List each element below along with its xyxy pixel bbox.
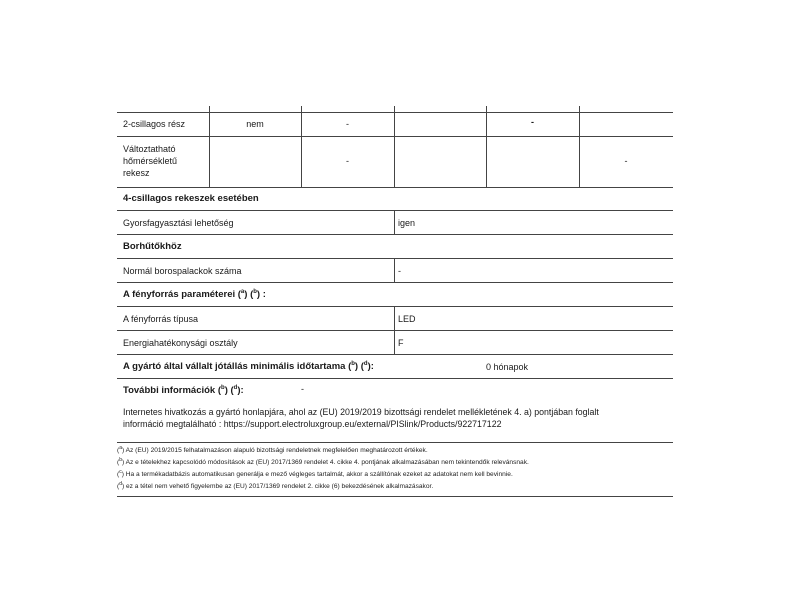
four-star-section-heading: 4-csillagos rekeszek esetében (123, 193, 259, 204)
fast-freeze-label: Gyorsfagyasztási lehetőség (123, 218, 234, 228)
row-rule (117, 210, 673, 211)
light-type-value: LED (398, 314, 416, 324)
row-rule (117, 306, 673, 307)
two-star-value: - (531, 117, 534, 127)
manufacturer-link-text: Internetes hivatkozás a gyártó honlapjára, ahol az (EU) 2019/2019 bizottsági rendelet mellékletének 4. a) pontjában foglalt (123, 407, 599, 417)
fast-freeze-value: igen (398, 218, 416, 228)
light-source-heading: A fényforrás paraméterei ($^a$) ($^b$) : (123, 288, 266, 300)
row-rule (117, 282, 673, 283)
variable-compartment-label-line: rekesz (123, 168, 150, 178)
wine-section-heading: Borhűtőkhöz (123, 241, 182, 252)
row-rule (117, 378, 673, 379)
footnote: ($^c$) Ha a termékadatbázis automatikusan generálja e mező végleges tartalmát, akkor a szállítónak ezeket az adatokat nem kell bevinnie. (117, 468, 513, 478)
more-info-value: - (301, 384, 304, 394)
column-divider (394, 258, 395, 282)
column-divider (394, 210, 395, 234)
variable-compartment-label-line: hőmérsékletű (123, 156, 178, 166)
manufacturer-link-text[interactable]: információ megtalálható : https://support.electroluxgroup.eu/external/PISlink/Products/922717122 (123, 419, 502, 429)
two-star-value: - (346, 119, 349, 129)
variable-compartment-value: - (346, 156, 349, 166)
wine-bottles-label: Normál borospalackok száma (123, 266, 242, 276)
row-rule (117, 354, 673, 355)
energy-class-value: F (398, 338, 404, 348)
row-rule (117, 112, 673, 113)
row-rule (117, 442, 673, 443)
two-star-value: nem (246, 119, 264, 129)
row-rule (117, 136, 673, 137)
column-divider (394, 112, 395, 187)
variable-compartment-value: - (624, 156, 628, 166)
row-rule (117, 330, 673, 331)
warranty-heading: A gyártó által vállalt jótállás minimális időtartama ($^b$) ($^d$): (123, 360, 374, 372)
row-rule (117, 187, 673, 188)
more-info-heading: További információk ($^b$) ($^d$): (123, 384, 244, 396)
warranty-value: 0 hónapok (486, 362, 529, 372)
footnote: ($^a$) Az (EU) 2019/2015 felhatalmazáson alapuló bizottsági rendeletnek megfelelően meghatározott értékek. (117, 444, 428, 454)
wine-bottles-value: - (398, 266, 401, 276)
footnote: ($^b$) Az e tételekhez kapcsolódó módosítások az (EU) 2017/1369 rendelet 4. cikke 4. pontjának alkalmazásában nem tekintendők relevánsnak. (117, 456, 529, 466)
row-rule (117, 234, 673, 235)
two-star-label: 2-csillagos rész (123, 119, 186, 129)
footnote: ($^d$) ez a tétel nem vehető figyelembe az (EU) 2017/1369 rendelet 2. cikke (6) bekezdésének alkalmazásakor. (117, 480, 434, 490)
row-rule (117, 496, 673, 497)
light-type-label: A fényforrás típusa (123, 314, 199, 324)
column-divider (579, 112, 580, 187)
row-rule (117, 258, 673, 259)
variable-compartment-label-line: Változtatható (123, 144, 176, 154)
column-divider (394, 306, 395, 354)
energy-class-label: Energiahatékonysági osztály (123, 338, 238, 348)
